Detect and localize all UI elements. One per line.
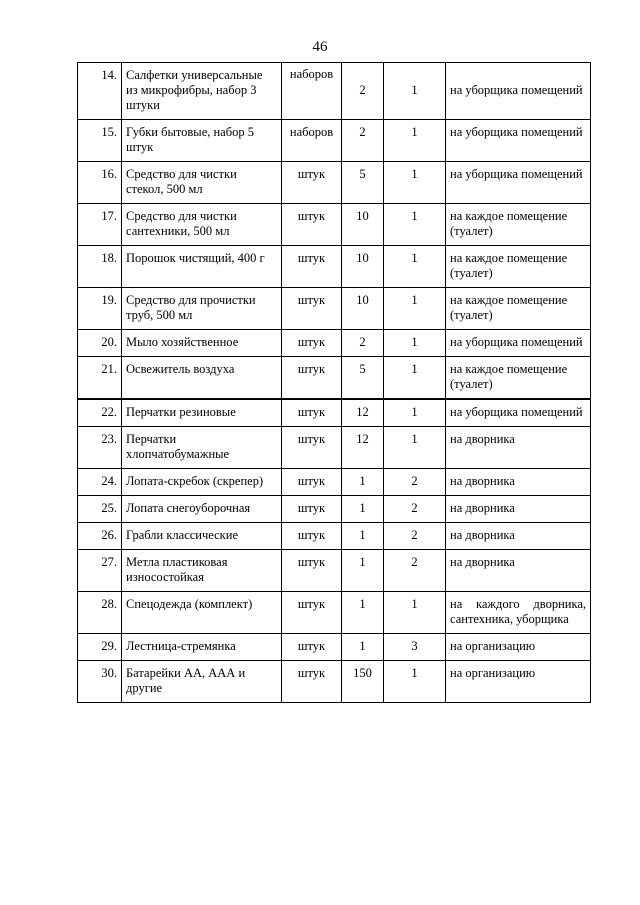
table-row — [78, 523, 591, 550]
item-unit: наборов — [282, 120, 342, 162]
item-quantity: 1 — [342, 523, 384, 550]
item-norm: на каждого дворника, сантехника, уборщика — [446, 592, 591, 634]
item-unit: наборов — [282, 63, 342, 120]
item-name: Перчатки хлопчатобумажные — [122, 427, 282, 469]
item-unit: штук — [282, 634, 342, 661]
item-quantity: 10 — [342, 246, 384, 288]
item-name: Освежитель воздуха — [122, 357, 282, 400]
item-period: 1 — [384, 246, 446, 288]
item-unit: штук — [282, 592, 342, 634]
table-row — [78, 330, 591, 357]
table-row — [78, 634, 591, 661]
table-row — [78, 63, 591, 120]
item-quantity: 150 — [342, 661, 384, 703]
table-row — [78, 357, 591, 400]
item-quantity: 1 — [342, 550, 384, 592]
item-name: Лопата-скребок (скрепер) — [122, 469, 282, 496]
row-number: 20. — [78, 330, 122, 357]
item-period: 2 — [384, 496, 446, 523]
page-number: 46 — [312, 39, 328, 55]
table-row — [78, 550, 591, 592]
supplies-table-body — [78, 63, 591, 703]
item-unit: штук — [282, 523, 342, 550]
item-period: 1 — [384, 357, 446, 400]
table-row — [78, 469, 591, 496]
row-number: 18. — [78, 246, 122, 288]
item-quantity: 5 — [342, 357, 384, 400]
item-period: 2 — [384, 469, 446, 496]
item-name: Порошок чистящий, 400 г — [122, 246, 282, 288]
item-norm: на уборщика помещений — [446, 330, 591, 357]
table-row — [78, 592, 591, 634]
item-norm: на дворника — [446, 496, 591, 523]
table-row — [78, 399, 591, 427]
item-norm: на уборщика помещений — [446, 162, 591, 204]
item-unit: штук — [282, 288, 342, 330]
row-number: 30. — [78, 661, 122, 703]
item-name: Губки бытовые, набор 5 штук — [122, 120, 282, 162]
item-period: 1 — [384, 592, 446, 634]
item-quantity: 1 — [342, 592, 384, 634]
item-period: 1 — [384, 162, 446, 204]
item-name: Салфетки универсальные из микрофибры, набор 3 штуки — [122, 63, 282, 120]
row-number: 26. — [78, 523, 122, 550]
item-norm: на организацию — [446, 661, 591, 703]
item-norm: на уборщика помещений — [446, 63, 591, 120]
row-number: 29. — [78, 634, 122, 661]
supplies-table — [77, 62, 591, 703]
table-row — [78, 661, 591, 703]
item-norm: на дворника — [446, 427, 591, 469]
row-number: 14. — [78, 63, 122, 120]
row-number: 19. — [78, 288, 122, 330]
row-number: 27. — [78, 550, 122, 592]
table-row — [78, 288, 591, 330]
item-period: 1 — [384, 330, 446, 357]
item-quantity: 5 — [342, 162, 384, 204]
item-period: 1 — [384, 204, 446, 246]
row-number: 16. — [78, 162, 122, 204]
item-period: 1 — [384, 120, 446, 162]
table-row — [78, 204, 591, 246]
item-unit: штук — [282, 427, 342, 469]
item-quantity: 10 — [342, 204, 384, 246]
row-number: 17. — [78, 204, 122, 246]
item-period: 1 — [384, 427, 446, 469]
item-name: Средство для чистки сантехники, 500 мл — [122, 204, 282, 246]
item-quantity: 2 — [342, 330, 384, 357]
table-row — [78, 120, 591, 162]
item-norm: на каждое помещение (туалет) — [446, 357, 591, 400]
item-unit: штук — [282, 550, 342, 592]
item-unit: штук — [282, 246, 342, 288]
row-number: 22. — [78, 399, 122, 427]
item-norm: на дворника — [446, 523, 591, 550]
item-quantity: 2 — [342, 63, 384, 120]
item-unit: штук — [282, 661, 342, 703]
row-number: 24. — [78, 469, 122, 496]
item-quantity: 10 — [342, 288, 384, 330]
item-name: Мыло хозяйственное — [122, 330, 282, 357]
item-name: Спецодежда (комплект) — [122, 592, 282, 634]
row-number: 28. — [78, 592, 122, 634]
item-name: Грабли классические — [122, 523, 282, 550]
item-norm: на дворника — [446, 469, 591, 496]
table-row — [78, 496, 591, 523]
item-norm: на каждое помещение (туалет) — [446, 204, 591, 246]
item-period: 1 — [384, 288, 446, 330]
item-norm: на уборщика помещений — [446, 399, 591, 427]
item-norm: на организацию — [446, 634, 591, 661]
item-name: Метла пластиковая износостойкая — [122, 550, 282, 592]
item-quantity: 12 — [342, 399, 384, 427]
item-norm: на уборщика помещений — [446, 120, 591, 162]
item-name: Лестница-стремянка — [122, 634, 282, 661]
item-period: 3 — [384, 634, 446, 661]
item-norm: на дворника — [446, 550, 591, 592]
item-unit: штук — [282, 330, 342, 357]
row-number: 25. — [78, 496, 122, 523]
item-quantity: 1 — [342, 469, 384, 496]
item-quantity: 1 — [342, 496, 384, 523]
item-period: 2 — [384, 550, 446, 592]
item-unit: штук — [282, 162, 342, 204]
item-quantity: 1 — [342, 634, 384, 661]
item-name: Перчатки резиновые — [122, 399, 282, 427]
item-norm: на каждое помещение (туалет) — [446, 246, 591, 288]
row-number: 21. — [78, 357, 122, 400]
item-unit: штук — [282, 399, 342, 427]
item-unit: штук — [282, 357, 342, 400]
item-norm: на каждое помещение (туалет) — [446, 288, 591, 330]
item-quantity: 12 — [342, 427, 384, 469]
item-period: 1 — [384, 63, 446, 120]
item-period: 1 — [384, 661, 446, 703]
item-period: 2 — [384, 523, 446, 550]
item-quantity: 2 — [342, 120, 384, 162]
item-name: Средство для прочистки труб, 500 мл — [122, 288, 282, 330]
table-row — [78, 427, 591, 469]
table-row — [78, 162, 591, 204]
item-unit: штук — [282, 469, 342, 496]
item-name: Средство для чистки стекол, 500 мл — [122, 162, 282, 204]
item-unit: штук — [282, 496, 342, 523]
table-row — [78, 246, 591, 288]
row-number: 23. — [78, 427, 122, 469]
item-name: Лопата снегоуборочная — [122, 496, 282, 523]
item-period: 1 — [384, 399, 446, 427]
item-unit: штук — [282, 204, 342, 246]
row-number: 15. — [78, 120, 122, 162]
item-name: Батарейки АА, ААА и другие — [122, 661, 282, 703]
